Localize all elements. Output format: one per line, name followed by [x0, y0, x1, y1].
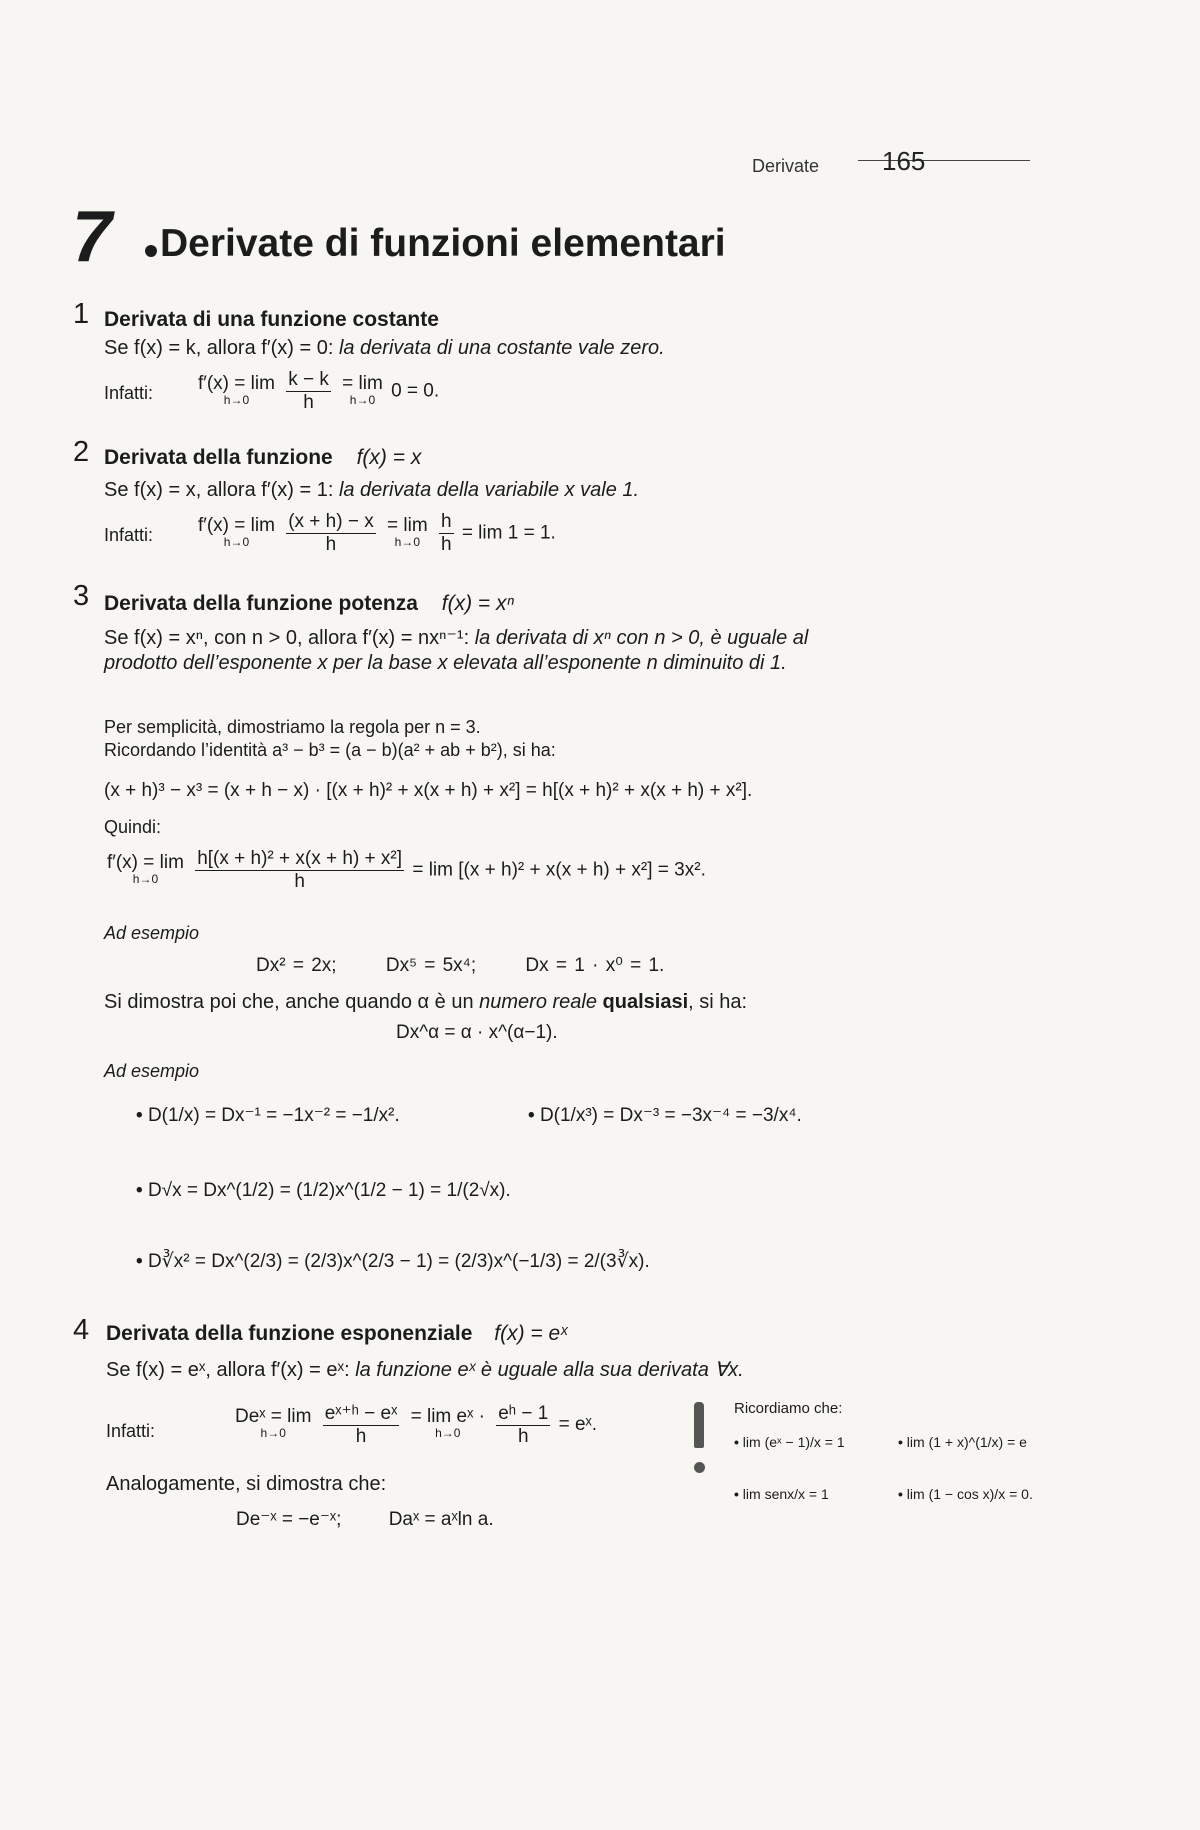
section-2-infatti: Infatti: — [104, 525, 154, 545]
page-number: 165 — [882, 146, 926, 176]
section-3-number: 3 — [73, 580, 90, 612]
section-4-heading: Derivata della funzione esponenziale f(x) = eˣ — [106, 1322, 568, 1345]
reminder-item-3: • lim senx/x = 1 — [734, 1486, 829, 1502]
section-3-real-exponent: Si dimostra poi che, anche quando α è un numero reale qualsiasi, si ha: — [104, 991, 748, 1013]
section-1-number: 1 — [73, 298, 90, 330]
section-3-heading: Derivata della funzione potenza f(x) = xⁿ — [104, 592, 515, 615]
chapter-title: Derivate di funzioni elementari — [160, 222, 726, 265]
example-bullet-3: • D√x = Dx^(1/2) = (1/2)x^(1/2 − 1) = 1/(2√x). — [136, 1180, 511, 1202]
reminder-title: Ricordiamo che: — [734, 1400, 843, 1417]
chapter-bullet — [145, 245, 157, 257]
example-bullet-1: • D(1/x) = Dx⁻¹ = −1x⁻² = −1/x². — [136, 1104, 400, 1127]
reminder-item-4: • lim (1 − cos x)/x = 0. — [898, 1486, 1033, 1502]
section-4-infatti: Infatti: — [106, 1421, 156, 1441]
section-4-analog-formulas: De⁻ˣ = −e⁻ˣ; Daˣ = aˣln a. — [236, 1509, 494, 1530]
section-4-analog-text: Analogamente, si dimostra che: — [106, 1473, 387, 1495]
section-2-number: 2 — [73, 436, 90, 468]
exclamation-icon — [694, 1402, 706, 1473]
section-3-examples: Dx² = 2x; Dx⁵ = 5x⁴; Dx = 1 · x⁰ = 1. — [256, 955, 665, 976]
section-4-formula: Deˣ = lim h→0 $\frac{\text{eˣ⁺ʰ − eˣ}}{h}$ = lim eˣ · h→0 $\frac{\text{eʰ − 1}}{h}$ = eˣ. — [235, 1402, 598, 1447]
example-bullet-4: • D∛x² = Dx^(2/3) = (2/3)x^(2/3 − 1) = (2/3)x^(−1/3) = 2/(3∛x). — [136, 1250, 650, 1273]
section-1-infatti: Infatti: — [104, 383, 154, 403]
reminder-item-2: • lim (1 + x)^(1/x) = e — [898, 1434, 1027, 1450]
section-3-example-label: Ad esempio — [104, 923, 200, 943]
section-1-statement: Se f(x) = k, allora f′(x) = 0: la derivata di una costante vale zero. — [104, 337, 665, 359]
reminder-item-1: • lim (eˣ − 1)/x = 1 — [734, 1434, 845, 1450]
section-1-formula: f′(x) = lim h→0 $\frac{k - k}{h}$ = lim h→0 0 = 0. — [198, 369, 440, 413]
section-3-real-formula: Dx^α = α · x^(α−1). — [396, 1022, 558, 1043]
chapter-number: 7 — [72, 197, 111, 277]
section-4-number: 4 — [73, 1314, 90, 1346]
section-3-proof-intro: Per semplicità, dimostriamo la regola per n = 3. Ricordando l’identità a³ − b³ = (a − b)(a² + ab + b²), si ha: — [104, 717, 556, 760]
section-2-heading: Derivata della funzione f(x) = x — [104, 446, 422, 469]
section-3-identity: (x + h)³ − x³ = (x + h − x) · [(x + h)² + x(x + h) + x²] = h[(x + h)² + x(x + h) + x²]. — [104, 780, 753, 801]
section-1-heading: Derivata di una funzione costante — [104, 308, 439, 331]
section-3-statement: Se f(x) = xⁿ, con n > 0, allora f′(x) = nxⁿ⁻¹: la derivata di xⁿ con n > 0, è uguale al prodotto dell’esponente x per la base x elevata all’esponente n diminuito di 1. — [104, 627, 809, 674]
running-header-title: Derivate — [752, 156, 820, 176]
example-bullet-2: • D(1/x³) = Dx⁻³ = −3x⁻⁴ = −3/x⁴. — [528, 1104, 802, 1127]
section-3-example-label-2: Ad esempio — [104, 1061, 200, 1081]
section-2-formula: f′(x) = lim h→0 $\frac{(x + h) - x}{h}$ = lim h→0 $\frac{h}{h}$ = lim 1 = 1. — [198, 511, 556, 555]
section-2-statement: Se f(x) = x, allora f′(x) = 1: la derivata della variabile x vale 1. — [104, 479, 640, 501]
section-3-derivative-formula: f′(x) = lim h→0 $\frac{\text{h[(x + h)² + x(x + h) + x²]}}{h}$ = lim [(x + h)² + x(x + h) + x²] = 3x². — [107, 848, 706, 892]
section-4-statement: Se f(x) = eˣ, allora f′(x) = eˣ: la funzione eˣ è uguale alla sua derivata ∀x. — [106, 1359, 744, 1381]
section-3-quindi: Quindi: — [104, 817, 162, 837]
